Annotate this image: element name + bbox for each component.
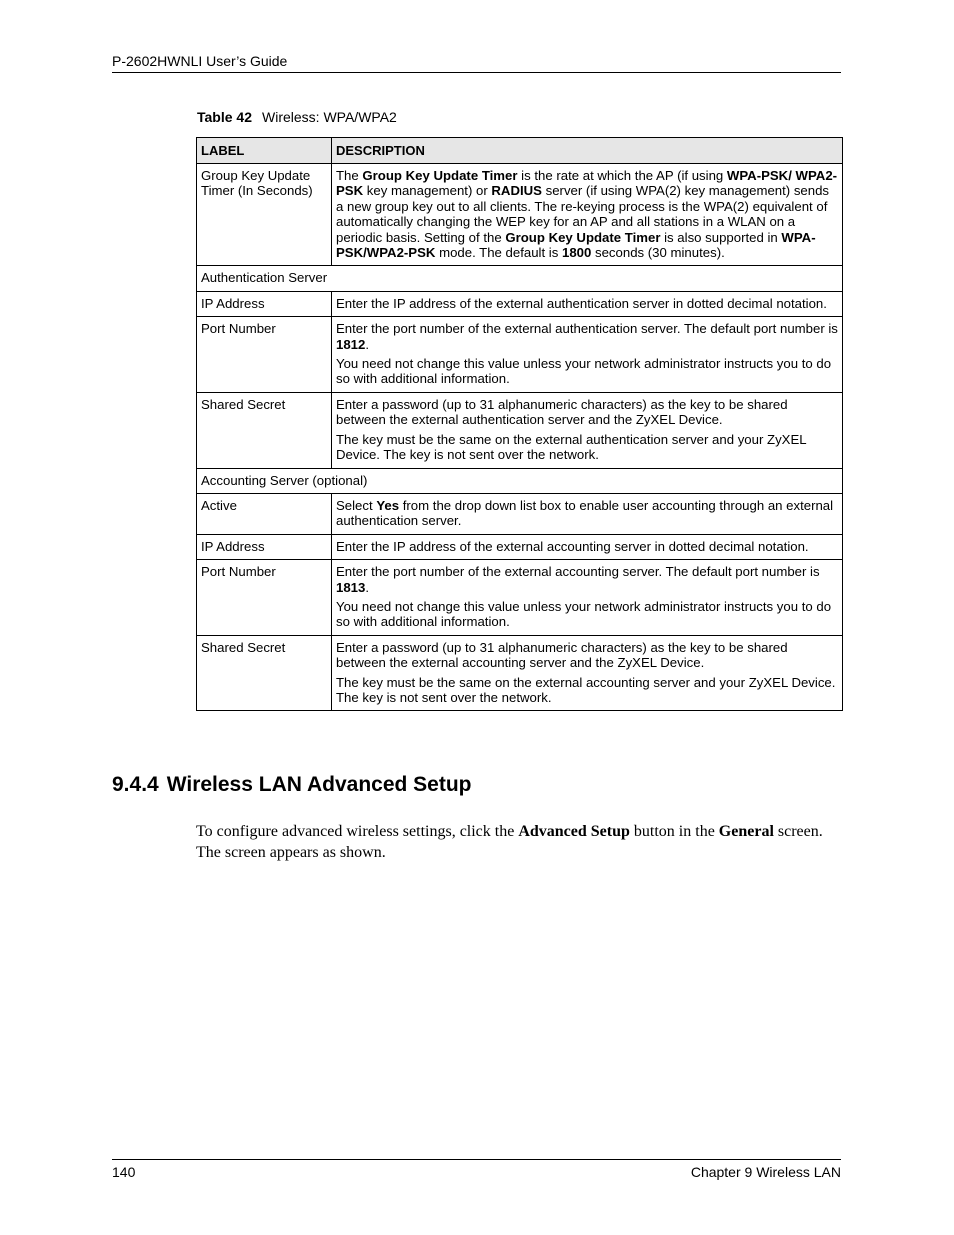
- bold-text: Yes: [376, 497, 400, 513]
- text-run: seconds (30 minutes).: [591, 245, 725, 261]
- chapter-title: Chapter 9 Wireless LAN: [690, 1164, 841, 1180]
- text-run: Enter the IP address of the external authentication server in dotted decimal notation.: [336, 295, 827, 311]
- text-run: Enter the IP address of the external accounting server in dotted decimal notation.: [336, 538, 809, 554]
- text-run: from the drop down list box to enable user accounting through an external authentication server.: [336, 497, 834, 529]
- description-paragraph: [336, 356, 838, 387]
- text-run: Enter the port number of the external authentication server. The default port number is: [336, 321, 838, 337]
- description-paragraph: [336, 539, 838, 554]
- text-run: Enter a password (up to 31 alphanumeric characters) as the key to be shared between the external authentication server and the ZyXEL Device.: [336, 396, 788, 428]
- table-row: [197, 493, 843, 534]
- wireless-wpa-table: [196, 137, 843, 711]
- page-footer: [112, 1159, 841, 1181]
- table-row: [197, 291, 843, 316]
- text-run: is also supported in: [660, 229, 782, 245]
- table-caption-title: Wireless: WPA/WPA2: [262, 109, 397, 125]
- table-caption: [197, 108, 397, 126]
- section-title: Wireless LAN Advanced Setup: [166, 773, 472, 796]
- bold-text: 1812: [336, 336, 366, 352]
- row-label: Port Number: [197, 560, 332, 636]
- page-header: [112, 52, 841, 73]
- row-label: Active: [197, 493, 332, 534]
- bold-text: Group Key Update Timer: [505, 229, 661, 245]
- table-row: [197, 392, 843, 468]
- section-heading: [112, 772, 472, 798]
- bold-text: WPA-PSK/ WPA2-PSK: [336, 168, 838, 199]
- text-run: Enter the port number of the external accounting server. The default port number is: [336, 564, 820, 580]
- row-description: [332, 317, 843, 393]
- text-run: button in the: [629, 823, 719, 840]
- row-description: [332, 164, 843, 266]
- table-row: [197, 164, 843, 266]
- description-paragraph: [336, 675, 838, 706]
- body-paragraph: [196, 821, 836, 863]
- description-paragraph: [336, 397, 838, 428]
- description-paragraph: [336, 498, 838, 529]
- row-label: Shared Secret: [197, 635, 332, 711]
- text-run: You need not change this value unless your network administrator instructs you to do so with additional information.: [336, 356, 832, 387]
- row-description: [332, 291, 843, 316]
- section-label: Accounting Server (optional): [197, 468, 843, 493]
- table-section-row: [197, 266, 843, 291]
- table-row: [197, 534, 843, 559]
- text-run: To configure advanced wireless settings, click the: [196, 823, 519, 840]
- table-section-row: [197, 468, 843, 493]
- column-header-label: LABEL: [197, 138, 332, 164]
- text-run: screen. The screen appears as shown.: [196, 823, 823, 861]
- row-description: [332, 392, 843, 468]
- bold-text: WPA-PSK/WPA2-PSK: [336, 229, 816, 261]
- row-label: Port Number: [197, 317, 332, 393]
- text-run: The key must be the same on the external accounting server and your ZyXEL Device. The key is not sent over the network.: [336, 674, 836, 705]
- table-body: [197, 164, 843, 711]
- table-caption-number: Table 42: [197, 109, 252, 125]
- description-paragraph: [336, 599, 838, 630]
- table-row: [197, 635, 843, 711]
- column-header-description: DESCRIPTION: [332, 138, 843, 164]
- description-paragraph: [336, 296, 838, 311]
- text-run: The key must be the same on the external authentication server and your ZyXEL Device. The key is not sent over the network.: [336, 431, 807, 463]
- text-run: mode. The default is: [435, 245, 562, 261]
- bold-text: Advanced Setup: [518, 823, 630, 840]
- section-number: 9.4.4: [112, 773, 159, 796]
- description-paragraph: [336, 640, 838, 671]
- bold-text: RADIUS: [491, 183, 542, 199]
- table-row: [197, 560, 843, 636]
- row-description: [332, 560, 843, 636]
- row-label: Shared Secret: [197, 392, 332, 468]
- description-paragraph: [336, 564, 838, 595]
- description-paragraph: [336, 321, 838, 352]
- bold-text: 1800: [562, 245, 592, 261]
- text-run: is the rate at which the AP (if using: [517, 168, 727, 183]
- bold-text: General: [718, 823, 774, 840]
- section-label: Authentication Server: [197, 266, 843, 291]
- row-label: IP Address: [197, 291, 332, 316]
- bold-text: Group Key Update Timer: [362, 168, 518, 183]
- guide-title: P-2602HWNLI User’s Guide: [112, 53, 288, 69]
- text-run: .: [365, 336, 370, 352]
- row-label: Group Key Update Timer (In Seconds): [197, 164, 332, 266]
- text-run: .: [365, 579, 370, 595]
- description-paragraph: [336, 168, 838, 260]
- row-description: [332, 635, 843, 711]
- description-paragraph: [336, 432, 838, 463]
- text-run: The: [336, 168, 363, 183]
- text-run: Select: [336, 497, 377, 513]
- row-label: IP Address: [197, 534, 332, 559]
- text-run: server (if using WPA(2) key management) sends a new group key out to all clients. The re-keying process is the WPA(2) equivalent of automatically changing the WEP key for an AP and all stations in a WLAN on a periodic basis. Setting of the: [336, 183, 830, 245]
- table-row: [197, 317, 843, 393]
- text-run: key management) or: [363, 183, 492, 199]
- row-description: [332, 493, 843, 534]
- row-description: [332, 534, 843, 559]
- text-run: Enter a password (up to 31 alphanumeric characters) as the key to be shared between the external accounting server and the ZyXEL Device.: [336, 639, 788, 671]
- text-run: You need not change this value unless your network administrator instructs you to do so with additional information.: [336, 598, 832, 630]
- bold-text: 1813: [336, 579, 366, 595]
- page-number: 140: [112, 1164, 136, 1180]
- table-header-row: [197, 138, 843, 164]
